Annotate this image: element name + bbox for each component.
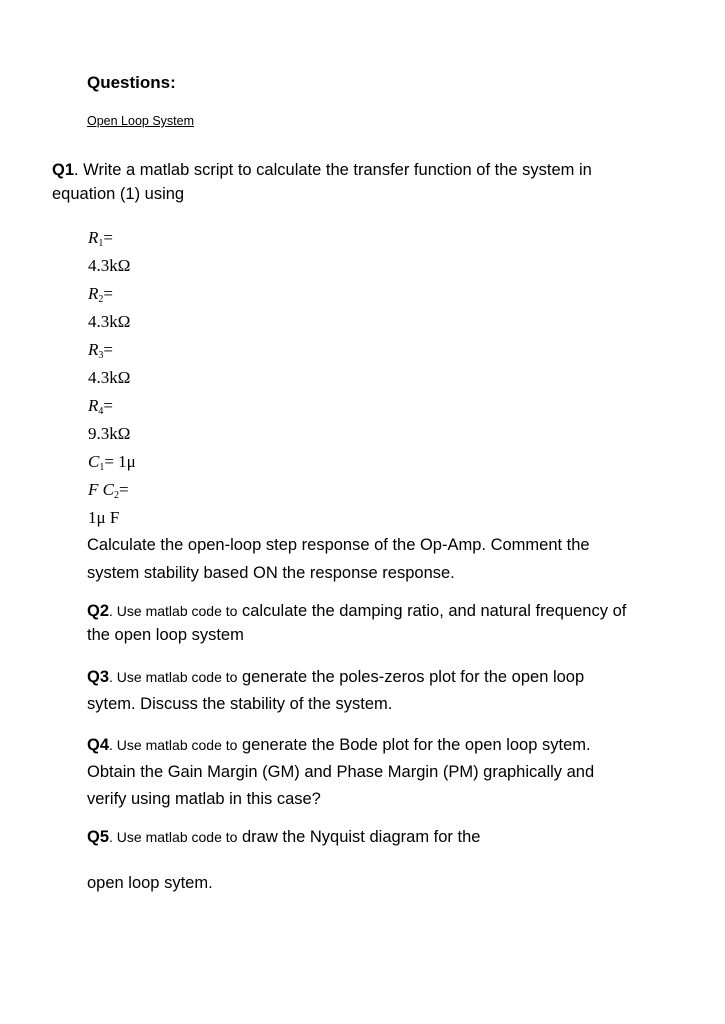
- q5-line2: open loop sytem.: [87, 874, 213, 892]
- q5-prefix: . Use matlab code to: [109, 829, 238, 845]
- q4-text: generate the Bode plot for the open loop sytem.: [237, 736, 591, 754]
- param-r1-value: 4.3kΩ: [88, 256, 131, 275]
- q4-line1: [87, 732, 591, 759]
- q2-prefix: . Use matlab code to: [109, 603, 238, 619]
- q5-line1: [87, 824, 480, 851]
- q3-line1: [87, 664, 584, 691]
- q3-text: generate the poles-zeros plot for the open loop: [237, 668, 585, 686]
- q3-number: Q3: [87, 668, 110, 686]
- param-r1-label: $R_1=$: [88, 228, 113, 249]
- q1-text: . Write a matlab script to calculate the transfer function of the system in: [74, 161, 592, 179]
- q2-line2: the open loop system: [87, 626, 244, 644]
- page-title: Questions:: [87, 73, 176, 92]
- param-c2-label: F $C_2=$: [88, 480, 129, 501]
- q1-followup-line2: system stability based ON the response response.: [87, 564, 455, 582]
- q3-prefix: . Use matlab code to: [109, 669, 238, 685]
- q5-number: Q5: [87, 828, 110, 846]
- q5-text: draw the Nyquist diagram for the: [237, 828, 481, 846]
- param-r3-label: $R_3=$: [88, 340, 113, 361]
- section-heading: Open Loop System: [87, 114, 195, 128]
- q1-line1: [52, 157, 592, 184]
- q1-number: Q1: [52, 161, 75, 179]
- q2-text: calculate the damping ratio, and natural frequency of: [237, 602, 627, 620]
- param-r3-value: 4.3kΩ: [88, 368, 131, 387]
- param-r2-value: 4.3kΩ: [88, 312, 131, 331]
- param-c2-value: 1μ F: [88, 508, 120, 527]
- q4-number: Q4: [87, 736, 110, 754]
- param-c1-label: $C_1= 1\mu$: [88, 452, 136, 473]
- q1-line2: equation (1) using: [52, 185, 185, 203]
- q4-prefix: . Use matlab code to: [109, 737, 238, 753]
- param-r4-value: 9.3kΩ: [88, 424, 131, 443]
- param-r4-label: $R_4=$: [88, 396, 113, 417]
- q2-number: Q2: [87, 602, 110, 620]
- q4-line3: verify using matlab in this case?: [87, 790, 321, 808]
- q2-line1: [87, 598, 626, 625]
- q1-followup-line1: Calculate the open-loop step response of the Op-Amp. Comment the: [87, 536, 590, 554]
- q3-line2: sytem. Discuss the stability of the system.: [87, 695, 393, 713]
- q4-line2: Obtain the Gain Margin (GM) and Phase Margin (PM) graphically and: [87, 763, 595, 781]
- param-r2-label: $R_2=$: [88, 284, 113, 305]
